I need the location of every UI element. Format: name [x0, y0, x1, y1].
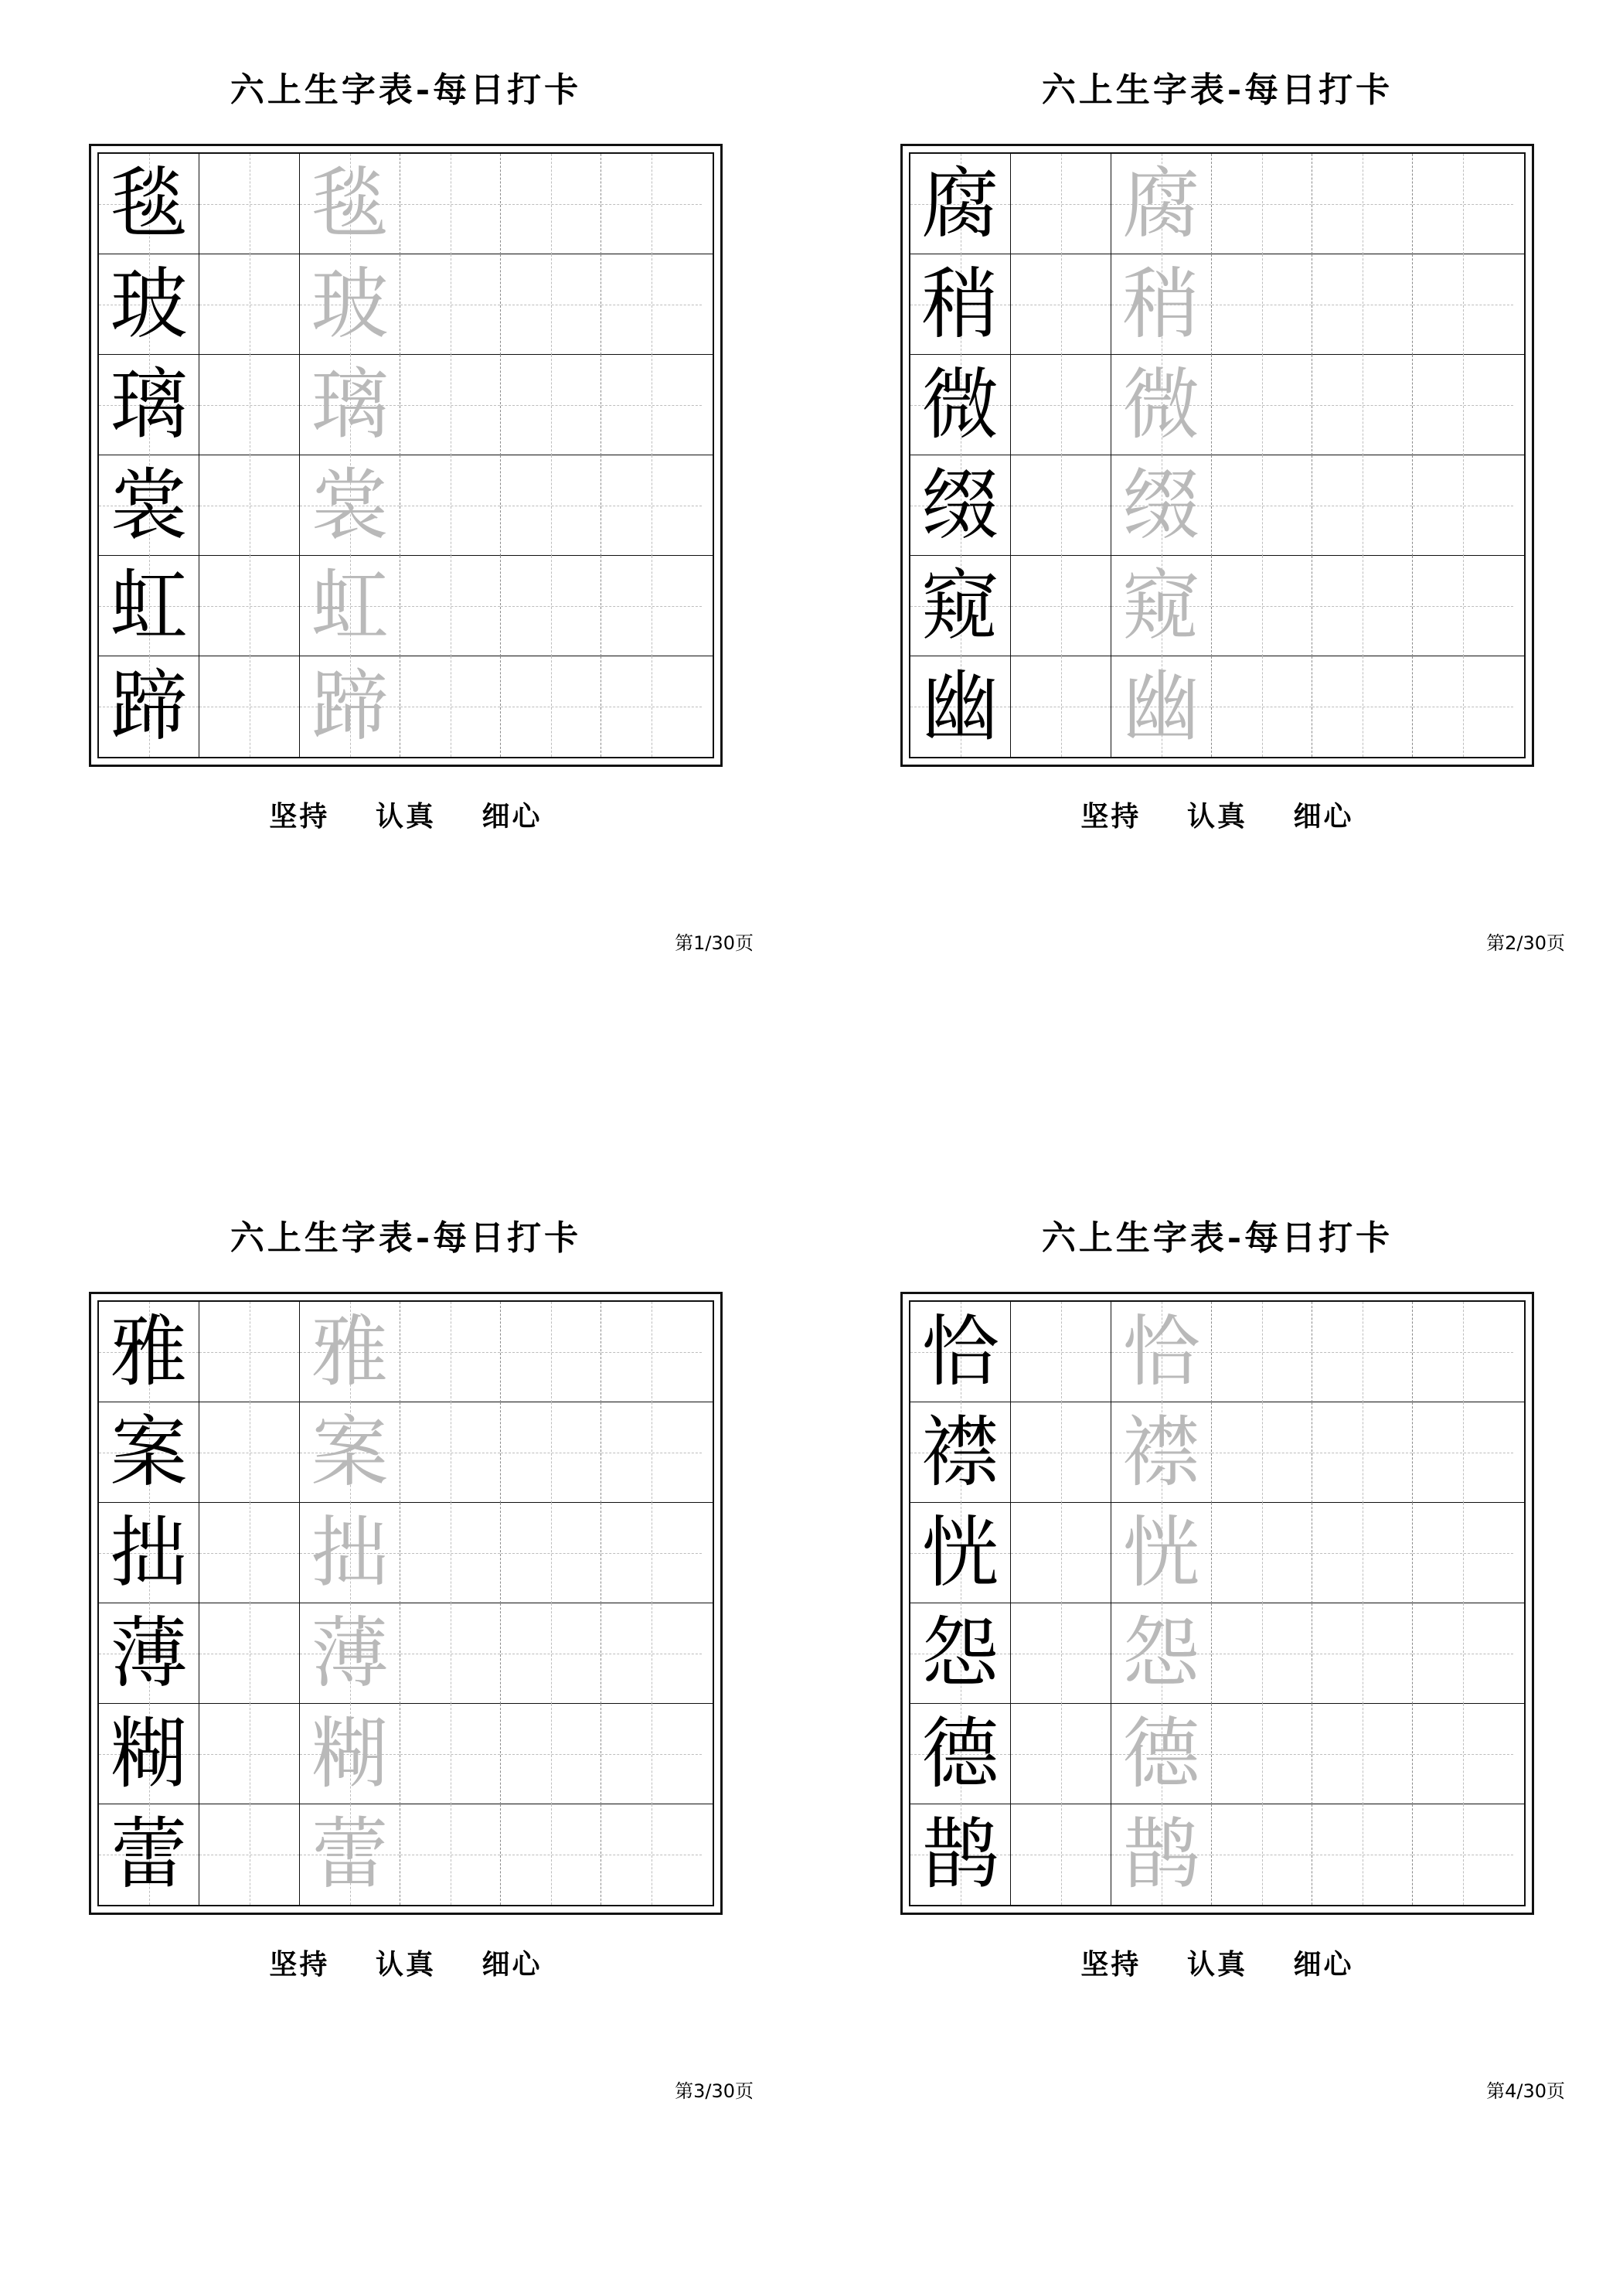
grid-cell-blank[interactable]: [199, 1804, 300, 1905]
grid-row: [910, 656, 1524, 757]
grid-cell-blank[interactable]: [1011, 656, 1111, 757]
grid-cell-trace[interactable]: [300, 1402, 400, 1503]
grid-cell-blank[interactable]: [1312, 556, 1413, 656]
character-glyph: 糊: [110, 1708, 188, 1799]
grid-cell-blank[interactable]: [601, 1804, 702, 1905]
grid-cell-blank[interactable]: [1212, 1503, 1312, 1603]
grid-cell-blank[interactable]: [1413, 355, 1513, 455]
grid-cell-trace[interactable]: [1111, 1704, 1212, 1804]
grid-cell-model[interactable]: [910, 556, 1011, 656]
grid-cell-blank[interactable]: [400, 1503, 501, 1603]
grid-row: [99, 1603, 713, 1704]
grid-cell-trace[interactable]: [1111, 254, 1212, 355]
grid-cell-model[interactable]: [99, 1302, 199, 1402]
grid-row: [99, 1704, 713, 1804]
grid-cell-trace[interactable]: [300, 1503, 400, 1603]
grid-cell-blank[interactable]: [601, 1603, 702, 1704]
grid-row: [910, 254, 1524, 355]
grid-cell-trace[interactable]: [300, 1704, 400, 1804]
grid-cell-blank[interactable]: [601, 254, 702, 355]
grid-cell-blank[interactable]: [601, 1302, 702, 1402]
character-glyph: 鹊: [921, 1809, 999, 1899]
grid-cell-model[interactable]: [910, 1302, 1011, 1402]
grid-cell-blank[interactable]: [601, 556, 702, 656]
grid-cell-blank[interactable]: [601, 1503, 702, 1603]
grid-cell-blank[interactable]: [199, 1704, 300, 1804]
character-glyph: 恍: [921, 1507, 999, 1598]
grid-cell-blank[interactable]: [1011, 1804, 1111, 1905]
grid-row: [99, 154, 713, 254]
grid-cell-blank[interactable]: [400, 1603, 501, 1704]
grid-cell-blank[interactable]: [1413, 1603, 1513, 1704]
grid-cell-trace[interactable]: [1111, 154, 1212, 254]
character-glyph-trace: 恍: [1122, 1507, 1200, 1598]
grid-cell-blank[interactable]: [1212, 1402, 1312, 1503]
grid-row: [99, 455, 713, 556]
grid-cell-blank[interactable]: [1212, 1804, 1312, 1905]
grid-cell-model[interactable]: [99, 1603, 199, 1704]
character-glyph-trace: 鹊: [1122, 1809, 1200, 1899]
character-glyph-trace: 幽: [1122, 661, 1200, 751]
character-glyph-trace: 裳: [311, 460, 389, 550]
character-glyph-trace: 缀: [1122, 460, 1200, 550]
grid-cell-model[interactable]: [99, 355, 199, 455]
grid-cell-trace[interactable]: [300, 1603, 400, 1704]
character-glyph-trace: 糊: [311, 1708, 389, 1799]
grid-cell-blank[interactable]: [199, 1402, 300, 1503]
grid-cell-blank[interactable]: [1413, 154, 1513, 254]
grid-cell-blank[interactable]: [501, 556, 601, 656]
grid-cell-model[interactable]: [99, 1804, 199, 1905]
motto-word: 坚持: [1080, 1948, 1142, 1981]
grid-cell-trace[interactable]: [1111, 656, 1212, 757]
grid-cell-blank[interactable]: [199, 254, 300, 355]
grid-row: [910, 355, 1524, 455]
character-glyph-trace: 微: [1122, 359, 1200, 450]
worksheet-page-3: [0, 1148, 812, 2296]
grid-cell-blank[interactable]: [1413, 254, 1513, 355]
grid-cell-blank[interactable]: [1413, 1804, 1513, 1905]
grid-cell-model[interactable]: [99, 556, 199, 656]
grid-cell-blank[interactable]: [1312, 1503, 1413, 1603]
grid-cell-blank[interactable]: [1212, 1302, 1312, 1402]
grid-cell-trace[interactable]: [300, 1302, 400, 1402]
grid-cell-blank[interactable]: [1312, 1804, 1413, 1905]
character-glyph: 稍: [921, 259, 999, 349]
grid-cell-blank[interactable]: [1413, 1503, 1513, 1603]
grid-cell-trace[interactable]: [1111, 1804, 1212, 1905]
character-glyph: 缀: [921, 460, 999, 550]
motto-word: 细心: [481, 800, 543, 833]
character-glyph-trace: 虹: [311, 560, 389, 651]
grid-row: [99, 556, 713, 656]
grid-cell-model[interactable]: [910, 656, 1011, 757]
grid-cell-blank[interactable]: [501, 355, 601, 455]
grid-cell-blank[interactable]: [501, 455, 601, 556]
motto-word: 认真: [375, 800, 436, 833]
grid-cell-model[interactable]: [910, 254, 1011, 355]
grid-cell-model[interactable]: [910, 455, 1011, 556]
grid-cell-blank[interactable]: [400, 1704, 501, 1804]
character-glyph: 幽: [921, 661, 999, 751]
grid-cell-blank[interactable]: [501, 1402, 601, 1503]
grid-cell-model[interactable]: [910, 1804, 1011, 1905]
character-glyph: 怨: [921, 1608, 999, 1698]
grid-row: [910, 556, 1524, 656]
character-glyph-trace: 德: [1122, 1708, 1200, 1799]
grid-cell-blank[interactable]: [1011, 1302, 1111, 1402]
grid-cell-blank[interactable]: [1011, 254, 1111, 355]
character-glyph: 璃: [110, 359, 188, 450]
grid-cell-blank[interactable]: [501, 1704, 601, 1804]
grid-cell-trace[interactable]: [300, 556, 400, 656]
grid-row: [910, 1503, 1524, 1603]
grid-cell-blank[interactable]: [501, 1804, 601, 1905]
grid-cell-model[interactable]: [99, 455, 199, 556]
character-glyph: 襟: [921, 1407, 999, 1497]
grid-cell-blank[interactable]: [199, 455, 300, 556]
grid-cell-blank[interactable]: [1212, 1704, 1312, 1804]
grid-cell-blank[interactable]: [1011, 1503, 1111, 1603]
grid-cell-blank[interactable]: [601, 355, 702, 455]
grid-cell-trace[interactable]: [300, 656, 400, 757]
practice-grid: [900, 1292, 1534, 1915]
page-title: 六上生字表-每日打卡: [1041, 70, 1393, 110]
grid-cell-model[interactable]: [99, 254, 199, 355]
character-glyph-trace: 雅: [311, 1306, 389, 1397]
grid-cell-model[interactable]: [910, 1603, 1011, 1704]
character-glyph-trace: 璃: [311, 359, 389, 450]
grid-row: [99, 254, 713, 355]
page-title: 六上生字表-每日打卡: [230, 1218, 582, 1258]
motto-word: 认真: [375, 1948, 436, 1981]
grid-cell-blank[interactable]: [199, 1302, 300, 1402]
worksheet-page-4: [812, 1148, 1623, 2296]
grid-cell-blank[interactable]: [400, 455, 501, 556]
motto-word: 认真: [1186, 1948, 1247, 1981]
grid-cell-blank[interactable]: [1011, 455, 1111, 556]
grid-cell-blank[interactable]: [601, 1704, 702, 1804]
grid-cell-model[interactable]: [910, 154, 1011, 254]
grid-row: [99, 355, 713, 455]
motto-line: [812, 795, 1623, 834]
grid-cell-trace[interactable]: [1111, 455, 1212, 556]
character-glyph-trace: 毯: [311, 158, 389, 249]
character-glyph-trace: 玻: [311, 259, 389, 349]
grid-cell-blank[interactable]: [400, 1402, 501, 1503]
grid-cell-model[interactable]: [99, 1704, 199, 1804]
grid-cell-blank[interactable]: [1212, 355, 1312, 455]
grid-cell-trace[interactable]: [1111, 1302, 1212, 1402]
grid-row: [99, 1503, 713, 1603]
grid-cell-blank[interactable]: [400, 254, 501, 355]
grid-cell-blank[interactable]: [1312, 1302, 1413, 1402]
motto-word: 细心: [481, 1948, 543, 1981]
grid-row: [99, 1804, 713, 1905]
grid-row: [910, 1804, 1524, 1905]
grid-cell-trace[interactable]: [1111, 1603, 1212, 1704]
character-glyph: 窥: [921, 560, 999, 651]
character-glyph-trace: 腐: [1122, 158, 1200, 249]
grid-cell-blank[interactable]: [501, 656, 601, 757]
character-glyph: 虹: [110, 560, 188, 651]
practice-grid: [900, 144, 1534, 767]
motto-line: [0, 1943, 812, 1982]
grid-cell-blank[interactable]: [1011, 1704, 1111, 1804]
character-glyph: 毯: [110, 158, 188, 249]
motto-line: [0, 795, 812, 834]
grid-cell-trace[interactable]: [300, 254, 400, 355]
grid-row: [910, 1402, 1524, 1503]
page-footer: 第4/30页: [1486, 2080, 1565, 2102]
grid-cell-model[interactable]: [910, 1704, 1011, 1804]
grid-row: [910, 154, 1524, 254]
grid-row: [99, 1402, 713, 1503]
grid-cell-trace[interactable]: [300, 455, 400, 556]
grid-cell-blank[interactable]: [1212, 154, 1312, 254]
grid-cell-blank[interactable]: [1413, 1704, 1513, 1804]
page-title: 六上生字表-每日打卡: [1041, 1218, 1393, 1258]
grid-cell-model[interactable]: [910, 355, 1011, 455]
grid-cell-blank[interactable]: [199, 355, 300, 455]
grid-cell-blank[interactable]: [501, 1503, 601, 1603]
grid-cell-blank[interactable]: [1413, 1302, 1513, 1402]
grid-cell-model[interactable]: [910, 1503, 1011, 1603]
grid-cell-trace[interactable]: [1111, 1503, 1212, 1603]
grid-cell-blank[interactable]: [199, 1603, 300, 1704]
character-glyph-trace: 案: [311, 1407, 389, 1497]
grid-cell-blank[interactable]: [601, 154, 702, 254]
character-glyph-trace: 窥: [1122, 560, 1200, 651]
character-glyph: 德: [921, 1708, 999, 1799]
grid-cell-blank[interactable]: [199, 1503, 300, 1603]
character-glyph: 薄: [110, 1608, 188, 1698]
grid-row: [99, 656, 713, 757]
grid-cell-blank[interactable]: [1212, 656, 1312, 757]
grid-cell-blank[interactable]: [501, 154, 601, 254]
grid-cell-model[interactable]: [99, 154, 199, 254]
worksheet-page-2: [812, 0, 1623, 1148]
motto-word: 坚持: [269, 800, 330, 833]
grid-cell-blank[interactable]: [1312, 355, 1413, 455]
grid-cell-blank[interactable]: [1212, 556, 1312, 656]
page-footer: 第2/30页: [1486, 932, 1565, 954]
grid-cell-blank[interactable]: [400, 1804, 501, 1905]
grid-cell-blank[interactable]: [1011, 1402, 1111, 1503]
grid-cell-trace[interactable]: [1111, 556, 1212, 656]
worksheet-page-1: [0, 0, 812, 1148]
grid-cell-blank[interactable]: [1413, 455, 1513, 556]
grid-cell-trace[interactable]: [1111, 1402, 1212, 1503]
page-footer: 第1/30页: [675, 932, 754, 954]
grid-row: [910, 455, 1524, 556]
grid-row: [910, 1603, 1524, 1704]
character-glyph-trace: 拙: [311, 1507, 389, 1598]
grid-cell-blank[interactable]: [601, 1402, 702, 1503]
character-glyph-trace: 蕾: [311, 1809, 389, 1899]
grid-cell-model[interactable]: [99, 1503, 199, 1603]
grid-cell-trace[interactable]: [300, 154, 400, 254]
motto-word: 细心: [1293, 800, 1354, 833]
practice-grid: [89, 144, 723, 767]
motto-line: [812, 1943, 1623, 1982]
character-glyph: 蹄: [110, 661, 188, 751]
grid-cell-blank[interactable]: [1413, 656, 1513, 757]
grid-cell-blank[interactable]: [1011, 154, 1111, 254]
character-glyph: 蕾: [110, 1809, 188, 1899]
grid-cell-blank[interactable]: [199, 556, 300, 656]
grid-cell-blank[interactable]: [1413, 1402, 1513, 1503]
motto-word: 细心: [1293, 1948, 1354, 1981]
character-glyph-trace: 稍: [1122, 259, 1200, 349]
grid-cell-trace[interactable]: [300, 355, 400, 455]
grid-cell-blank[interactable]: [501, 254, 601, 355]
grid-cell-blank[interactable]: [1212, 254, 1312, 355]
grid-cell-blank[interactable]: [1312, 656, 1413, 757]
page-footer: 第3/30页: [675, 2080, 754, 2102]
grid-cell-blank[interactable]: [601, 455, 702, 556]
grid-cell-blank[interactable]: [1312, 1603, 1413, 1704]
character-glyph-trace: 怨: [1122, 1608, 1200, 1698]
motto-word: 坚持: [1080, 800, 1142, 833]
grid-cell-blank[interactable]: [1011, 556, 1111, 656]
grid-cell-blank[interactable]: [1312, 455, 1413, 556]
grid-cell-blank[interactable]: [1312, 1704, 1413, 1804]
character-glyph: 雅: [110, 1306, 188, 1397]
grid-cell-model[interactable]: [99, 656, 199, 757]
practice-grid: [89, 1292, 723, 1915]
page-title: 六上生字表-每日打卡: [230, 70, 582, 110]
grid-cell-blank[interactable]: [1312, 1402, 1413, 1503]
character-glyph: 微: [921, 359, 999, 450]
grid-cell-blank[interactable]: [1312, 154, 1413, 254]
character-glyph: 裳: [110, 460, 188, 550]
motto-word: 认真: [1186, 800, 1247, 833]
character-glyph: 恰: [921, 1306, 999, 1397]
character-glyph-trace: 襟: [1122, 1407, 1200, 1497]
grid-row: [99, 1302, 713, 1402]
grid-cell-blank[interactable]: [1212, 455, 1312, 556]
character-glyph-trace: 薄: [311, 1608, 389, 1698]
grid-cell-blank[interactable]: [199, 656, 300, 757]
character-glyph-trace: 恰: [1122, 1306, 1200, 1397]
character-glyph: 玻: [110, 259, 188, 349]
grid-cell-blank[interactable]: [1011, 355, 1111, 455]
grid-cell-blank[interactable]: [400, 656, 501, 757]
grid-cell-blank[interactable]: [400, 355, 501, 455]
character-glyph: 腐: [921, 158, 999, 249]
grid-cell-trace[interactable]: [300, 1804, 400, 1905]
grid-cell-blank[interactable]: [400, 1302, 501, 1402]
grid-cell-blank[interactable]: [1413, 556, 1513, 656]
grid-cell-blank[interactable]: [1011, 1603, 1111, 1704]
grid-cell-model[interactable]: [99, 1402, 199, 1503]
grid-cell-blank[interactable]: [199, 154, 300, 254]
grid-cell-blank[interactable]: [1212, 1603, 1312, 1704]
character-glyph: 案: [110, 1407, 188, 1497]
grid-row: [910, 1704, 1524, 1804]
grid-cell-blank[interactable]: [501, 1603, 601, 1704]
grid-row: [910, 1302, 1524, 1402]
grid-cell-blank[interactable]: [1312, 254, 1413, 355]
grid-cell-model[interactable]: [910, 1402, 1011, 1503]
grid-cell-blank[interactable]: [601, 656, 702, 757]
grid-cell-blank[interactable]: [501, 1302, 601, 1402]
motto-word: 坚持: [269, 1948, 330, 1981]
grid-cell-trace[interactable]: [1111, 355, 1212, 455]
character-glyph-trace: 蹄: [311, 661, 389, 751]
grid-cell-blank[interactable]: [400, 154, 501, 254]
character-glyph: 拙: [110, 1507, 188, 1598]
grid-cell-blank[interactable]: [400, 556, 501, 656]
